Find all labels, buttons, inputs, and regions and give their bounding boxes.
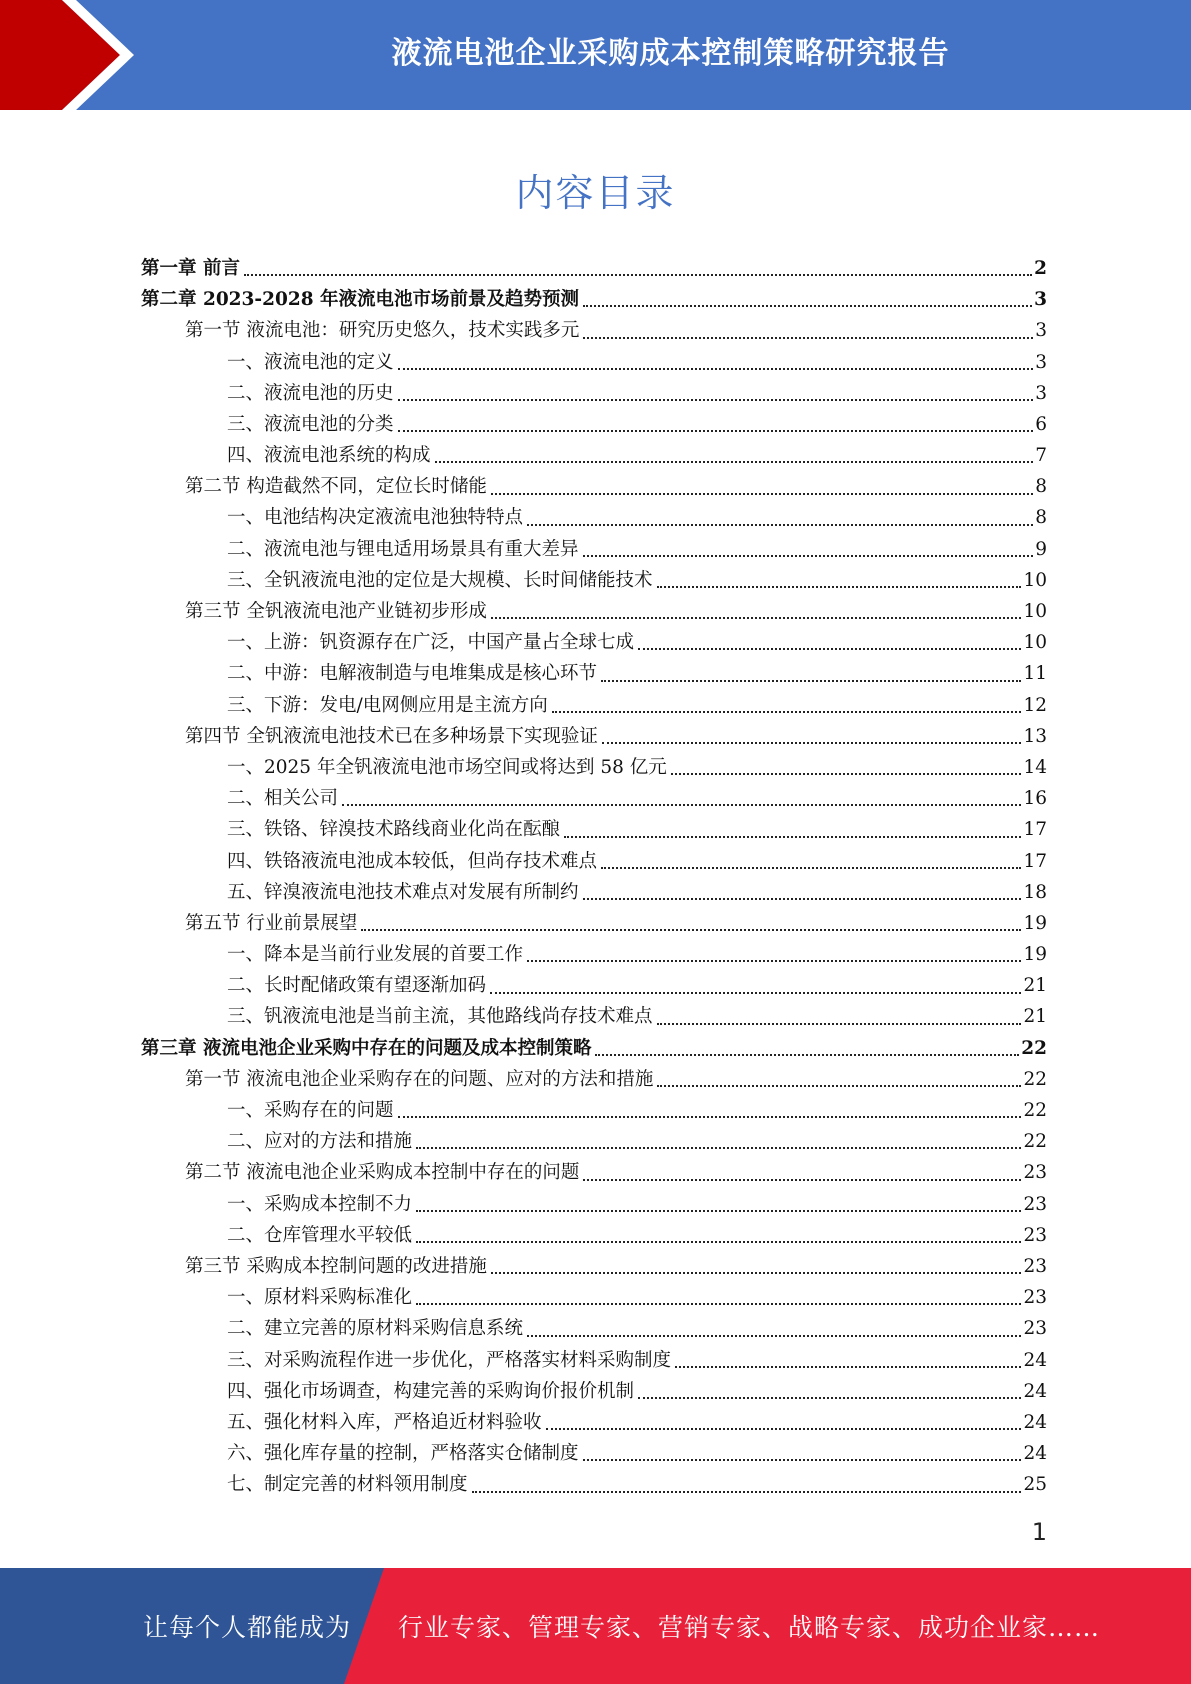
toc-dot-leader (472, 1491, 1022, 1493)
toc-dot-leader (398, 430, 1034, 432)
toc-entry[interactable] (141, 1469, 1047, 1500)
toc-entry[interactable] (141, 1407, 1047, 1438)
toc-entry-label: 第三章 液流电池企业采购中存在的问题及成本控制策略 (141, 1037, 592, 1059)
toc-entry-page: 3 (1034, 289, 1047, 311)
toc-dot-leader (490, 992, 1021, 994)
toc-dot-leader (671, 773, 1022, 775)
toc-entry-label: 三、对采购流程作进一步优化，严格落实材料采购制度 (227, 1349, 672, 1371)
toc-entry-page: 24 (1023, 1411, 1047, 1433)
toc-entry-page: 19 (1023, 912, 1047, 934)
toc-entry-page: 9 (1035, 538, 1047, 560)
toc-entry-page: 22 (1023, 1131, 1047, 1153)
toc-entry[interactable] (141, 752, 1047, 783)
toc-entry-page: 8 (1035, 476, 1047, 498)
toc-entry-label: 第三节 全钒液流电池产业链初步形成 (185, 601, 487, 623)
toc-entry-label: 第五节 行业前景展望 (185, 912, 358, 934)
toc-dot-leader (552, 711, 1022, 713)
toc-entry-page: 21 (1023, 975, 1047, 997)
toc-entry-label: 二、中游：电解液制造与电堆集成是核心环节 (227, 663, 598, 685)
toc-entry-page: 24 (1023, 1443, 1047, 1465)
toc-dot-leader (416, 1147, 1021, 1149)
toc-entry-label: 一、降本是当前行业发展的首要工作 (227, 944, 524, 966)
toc-entry-page: 21 (1023, 1006, 1047, 1028)
toc-entry-page: 23 (1023, 1193, 1047, 1215)
toc-dot-leader (491, 493, 1033, 495)
table-of-contents (141, 253, 1047, 1501)
toc-entry-label: 七、制定完善的材料领用制度 (227, 1474, 468, 1496)
toc-entry-label: 三、铁铬、锌溴技术路线商业化尚在酝酿 (227, 819, 561, 841)
toc-entry[interactable] (141, 1313, 1047, 1344)
toc-entry-label: 第二章 2023-2028 年液流电池市场前景及趋势预测 (141, 289, 580, 311)
toc-entry-label: 一、电池结构决定液流电池独特特点 (227, 507, 524, 529)
toc-entry-page: 24 (1023, 1349, 1047, 1371)
toc-entry[interactable] (141, 1157, 1047, 1188)
toc-entry-label: 三、全钒液流电池的定位是大规模、长时间储能技术 (227, 569, 653, 591)
toc-entry[interactable] (141, 503, 1047, 534)
toc-entry-label: 第三节 采购成本控制问题的改进措施 (185, 1255, 487, 1277)
toc-entry-label: 六、强化库存量的控制，严格落实仓储制度 (227, 1443, 579, 1465)
toc-dot-leader (416, 1210, 1021, 1212)
toc-entry-page: 22 (1023, 1068, 1047, 1090)
toc-entry-label: 一、采购存在的问题 (227, 1100, 394, 1122)
toc-entry-page: 23 (1023, 1224, 1047, 1246)
toc-dot-leader (602, 742, 1022, 744)
toc-entry[interactable] (141, 1345, 1047, 1376)
toc-dot-leader (583, 337, 1033, 339)
footer-slogan-right: 行业专家、管理专家、营销专家、战略专家、成功企业家…… (398, 1613, 1101, 1642)
toc-dot-leader (527, 524, 1033, 526)
toc-entry-page: 3 (1035, 320, 1047, 342)
toc-dot-leader (583, 555, 1034, 557)
toc-dot-leader (583, 305, 1032, 307)
toc-dot-leader (657, 1085, 1021, 1087)
toc-entry-page: 23 (1023, 1255, 1047, 1277)
toc-entry[interactable] (141, 783, 1047, 814)
toc-entry-label: 二、长时配储政策有望逐渐加码 (227, 975, 487, 997)
toc-entry[interactable] (141, 1095, 1047, 1126)
footer-banner (0, 1568, 1191, 1684)
toc-entry[interactable] (141, 1438, 1047, 1469)
toc-entry-label: 一、2025 年全钒液流电池市场空间或将达到 58 亿元 (227, 756, 667, 778)
toc-dot-leader (595, 1054, 1019, 1056)
toc-dot-leader (657, 586, 1022, 588)
toc-entry-page: 25 (1023, 1474, 1047, 1496)
toc-entry[interactable] (141, 1002, 1047, 1033)
toc-entry[interactable] (141, 409, 1047, 440)
toc-entry-page: 17 (1023, 850, 1047, 872)
toc-entry-label: 第一节 液流电池：研究历史悠久，技术实践多元 (185, 320, 580, 342)
toc-entry-label: 二、仓库管理水平较低 (227, 1224, 413, 1246)
toc-entry-label: 二、建立完善的原材料采购信息系统 (227, 1318, 524, 1340)
toc-entry-label: 一、采购成本控制不力 (227, 1193, 413, 1215)
toc-entry-label: 第四节 全钒液流电池技术已在多种场景下实现验证 (185, 725, 598, 747)
toc-entry[interactable] (141, 1376, 1047, 1407)
toc-entry-page: 23 (1023, 1287, 1047, 1309)
toc-entry-page: 18 (1023, 881, 1047, 903)
toc-entry[interactable] (141, 440, 1047, 471)
toc-entry-label: 四、液流电池系统的构成 (227, 445, 431, 467)
toc-entry-page: 7 (1035, 445, 1047, 467)
toc-entry[interactable] (141, 534, 1047, 565)
toc-heading: 内容目录 (515, 171, 676, 215)
toc-entry-label: 二、应对的方法和措施 (227, 1131, 413, 1153)
toc-entry[interactable] (141, 877, 1047, 908)
toc-dot-leader (546, 1428, 1022, 1430)
toc-dot-leader (657, 1023, 1022, 1025)
toc-entry[interactable] (141, 253, 1047, 284)
toc-entry-page: 12 (1023, 694, 1047, 716)
toc-entry[interactable] (141, 814, 1047, 845)
toc-entry-label: 一、上游：钒资源存在广泛，中国产量占全球七成 (227, 632, 635, 654)
toc-entry[interactable] (141, 690, 1047, 721)
toc-dot-leader (342, 804, 1021, 806)
toc-entry[interactable] (141, 721, 1047, 752)
toc-dot-leader (398, 1116, 1022, 1118)
toc-entry-page: 23 (1023, 1318, 1047, 1340)
toc-entry-label: 一、原材料采购标准化 (227, 1287, 413, 1309)
toc-dot-leader (244, 274, 1032, 276)
toc-entry-page: 23 (1023, 1162, 1047, 1184)
toc-entry-page: 10 (1023, 569, 1047, 591)
toc-entry[interactable] (141, 565, 1047, 596)
toc-dot-leader (583, 1459, 1022, 1461)
toc-dot-leader (675, 1366, 1021, 1368)
toc-entry-label: 四、强化市场调查，构建完善的采购询价报价机制 (227, 1380, 635, 1402)
toc-entry-page: 17 (1023, 819, 1047, 841)
toc-entry[interactable] (141, 970, 1047, 1001)
toc-entry[interactable] (141, 471, 1047, 502)
toc-entry-page: 16 (1023, 788, 1047, 810)
toc-entry[interactable] (141, 347, 1047, 378)
toc-entry[interactable] (141, 315, 1047, 346)
toc-entry-page: 6 (1035, 413, 1047, 435)
toc-entry-label: 一、液流电池的定义 (227, 351, 394, 373)
toc-dot-leader (416, 1241, 1021, 1243)
toc-entry[interactable] (141, 1282, 1047, 1313)
toc-dot-leader (564, 836, 1021, 838)
toc-dot-leader (527, 1335, 1021, 1337)
toc-entry-page: 22 (1023, 1100, 1047, 1122)
toc-entry[interactable] (141, 596, 1047, 627)
toc-entry-page: 3 (1035, 382, 1047, 404)
toc-entry-page: 14 (1023, 756, 1047, 778)
toc-entry-label: 五、强化材料入库，严格追近材料验收 (227, 1411, 542, 1433)
toc-dot-leader (638, 648, 1021, 650)
toc-entry[interactable] (141, 1033, 1047, 1064)
footer-slogan-left: 让每个人都能成为 (143, 1613, 352, 1642)
toc-entry-label: 二、液流电池与锂电适用场景具有重大差异 (227, 538, 579, 560)
toc-entry-label: 五、锌溴液流电池技术难点对发展有所制约 (227, 881, 579, 903)
toc-entry[interactable] (141, 1189, 1047, 1220)
toc-dot-leader (601, 680, 1021, 682)
toc-entry[interactable] (141, 1220, 1047, 1251)
toc-dot-leader (398, 368, 1034, 370)
toc-entry-label: 第一章 前言 (141, 257, 240, 279)
toc-entry-label: 第二节 液流电池企业采购成本控制中存在的问题 (185, 1162, 580, 1184)
toc-entry[interactable] (141, 908, 1047, 939)
toc-entry[interactable] (141, 1064, 1047, 1095)
toc-entry-page: 3 (1035, 351, 1047, 373)
toc-dot-leader (638, 1397, 1021, 1399)
toc-entry[interactable] (141, 658, 1047, 689)
toc-entry[interactable] (141, 939, 1047, 970)
toc-dot-leader (491, 617, 1022, 619)
toc-entry[interactable] (141, 284, 1047, 315)
toc-dot-leader (527, 960, 1021, 962)
toc-entry[interactable] (141, 378, 1047, 409)
toc-entry-page: 2 (1034, 257, 1047, 279)
toc-entry-page: 10 (1023, 632, 1047, 654)
toc-entry-page: 19 (1023, 944, 1047, 966)
toc-entry[interactable] (141, 627, 1047, 658)
toc-entry[interactable] (141, 1126, 1047, 1157)
report-title: 液流电池企业采购成本控制策略研究报告 (391, 36, 950, 71)
toc-entry[interactable] (141, 846, 1047, 877)
toc-entry-label: 四、铁铬液流电池成本较低，但尚存技术难点 (227, 850, 598, 872)
toc-entry-label: 三、钒液流电池是当前主流，其他路线尚存技术难点 (227, 1006, 653, 1028)
toc-dot-leader (601, 867, 1021, 869)
toc-entry[interactable] (141, 1251, 1047, 1282)
toc-entry-page: 8 (1035, 507, 1047, 529)
toc-dot-leader (361, 929, 1021, 931)
toc-entry-label: 三、下游：发电/电网侧应用是主流方向 (227, 694, 548, 716)
header-banner (0, 0, 1191, 110)
toc-entry-label: 第二节 构造截然不同，定位长时储能 (185, 476, 487, 498)
page-number: 1 (1031, 1518, 1047, 1546)
header-red-arrow-decoration (0, 0, 150, 110)
toc-entry-page: 11 (1023, 663, 1047, 685)
toc-entry-label: 第一节 液流电池企业采购存在的问题、应对的方法和措施 (185, 1068, 654, 1090)
toc-dot-leader (491, 1272, 1022, 1274)
toc-entry-page: 13 (1023, 725, 1047, 747)
toc-dot-leader (435, 461, 1034, 463)
toc-entry-label: 二、相关公司 (227, 788, 339, 810)
toc-entry-label: 三、液流电池的分类 (227, 413, 394, 435)
toc-entry-page: 10 (1023, 601, 1047, 623)
toc-entry-page: 24 (1023, 1380, 1047, 1402)
toc-dot-leader (416, 1303, 1021, 1305)
toc-entry-page: 22 (1021, 1037, 1047, 1059)
toc-dot-leader (583, 1179, 1021, 1181)
toc-entry-label: 二、液流电池的历史 (227, 382, 394, 404)
toc-dot-leader (398, 399, 1034, 401)
toc-dot-leader (583, 898, 1022, 900)
